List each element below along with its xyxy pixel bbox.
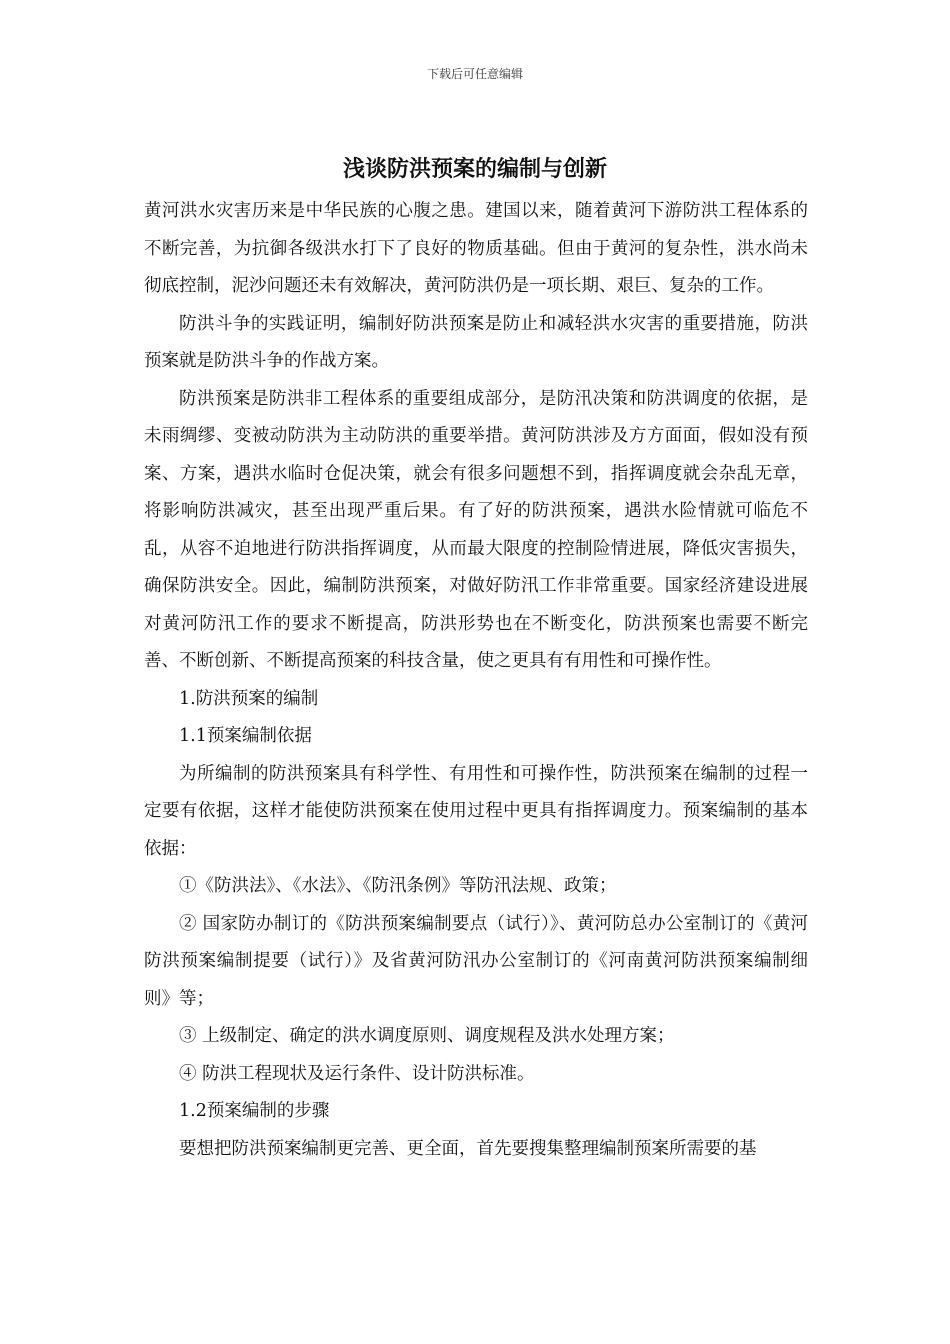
subsection-heading-1-2: 1.2预案编制的步骤 [179, 1101, 330, 1121]
document-title: 浅谈防洪预案的编制与创新 [342, 156, 607, 182]
paragraph-steps: 要想把防洪预案编制更完善、更全面，首先要搜集整理编制预案所需要的基 [179, 1138, 757, 1159]
document-body [144, 193, 808, 1168]
header-note: 下载后可任意编辑 [426, 67, 523, 81]
list-item-1: ①《防洪法》、《水法》、《防汛条例》等防汛法规、政策； [179, 876, 617, 896]
subsection-heading-1-1: 1.1预案编制依据 [179, 726, 312, 746]
list-item-3: ③ 上级制定、确定的洪水调度原则、调度规程及洪水处理方案； [179, 1026, 675, 1046]
paragraph-basis: 为所编制的防洪预案具有科学性、有用性和可操作性，防洪预案在编制的过程一定要有依据，这样才能使防洪预案在使用过程中更具有指挥调度力。预案编制的基本依据： [144, 763, 808, 859]
section-heading-1: 1.防洪预案的编制 [179, 688, 319, 709]
paragraph-practice: 防洪斗争的实践证明，编制好防洪预案是防止和减轻洪水灾害的重要措施，防洪预案就是防洪斗争的作战方案。 [144, 313, 808, 371]
list-item-4: ④ 防洪工程现状及运行条件、设计防洪标准。 [179, 1063, 535, 1084]
paragraph-importance: 防洪预案是防洪非工程体系的重要组成部分，是防汛决策和防洪调度的依据，是未雨绸缪、变被动防洪为主动防洪的重要举措。黄河防洪涉及方方面面，假如没有预案、方案，遇洪水临时仓促决策，就会有很多问题想不到，指挥调度就会杂乱无章，将影响防洪减灾，甚至出现严重后果。有了好的防洪预案，遇洪水险情就可临危不乱，从容不迫地进行防洪指挥调度，从而最大限度的控制险情进展，降低灾害损失，确保防洪安全。因此，编制防洪预案，对做好防汛工作非常重要。国家经济建设进展对黄河防汛工作的要求不断提高，防洪形势也在不断变化，防洪预案也需要不断完善、不断创新、不断提高预案的科技含量，使之更具有有用性和可操作性。 [144, 388, 808, 671]
list-item-2: ② 国家防办制订的《防洪预案编制要点（试行）》、黄河防总办公室制订的《黄河防洪预案编制提要（试行）》及省黄河防汛办公室制订的《河南黄河防洪预案编制细则》等； [144, 913, 808, 1009]
paragraph-intro: 黄河洪水灾害历来是中华民族的心腹之患。建国以来，随着黄河下游防洪工程体系的不断完善，为抗御各级洪水打下了良好的物质基础。但由于黄河的复杂性，洪水尚未彻底控制，泥沙问题还未有效解决，黄河防洪仍是一项长期、艰巨、复杂的工作。 [144, 201, 808, 296]
